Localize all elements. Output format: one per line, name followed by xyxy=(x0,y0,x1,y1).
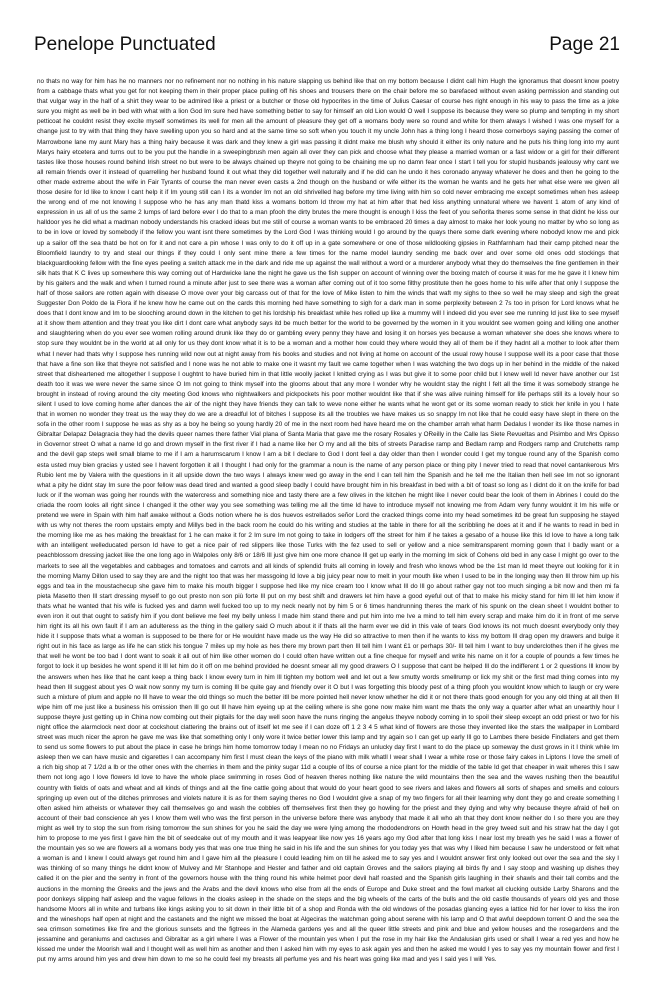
document-title: Penelope Punctuated xyxy=(34,34,216,55)
page-number: Page 21 xyxy=(549,34,620,55)
page-header xyxy=(34,34,620,58)
body-text-block xyxy=(37,77,619,977)
body-paragraph: no thats no way for him has he no manners nor no refinement nor no nothing in his nature slapping us behind like that on my bottom because I didnt call him Hugh the ignoramus that doesnt know poetry from a cabbage thats what you get for not keeping them in their proper place pulling off his shoes and trousers there on the chair before me so barefaced without even asking permission and standing out that vulgar way in the half of a shirt they wear to be admired like a priest or a butcher or those old hypocrites in the time of Julius Caesar of course hes right enough in his way to pass the time as a joke sure you might as well be in bed with what with a lion God Im sure hed have something better to say for himself an old Lion would O well I suppose its because they were so plump and tempting in my short petticoat he couldnt resist they excite myself sometimes its well for men all the amount of pleasure they get off a womans body were so round and white for them always I wished I was one myself for a change just to try with that thing they have swelling upon you so hard and at the same time so soft when you touch it my uncle John has a thing long I heard those cornerboys saying passing the corner of Marrowbone lane my aunt Mary has a thing hairy because it was dark and they knew a girl was passing it didnt make me blush why should it either its only nature and he puts his thing long into my aunt Marys hairy etcetera and turns out to be you put the handle in a sweepingbrush men again all over they can pick and choose what they please a married woman or a fast widow or a girl for their different tastes like those houses round behind Irish street no but were to be always chained up theyre not going to be chaining me up no damn fear once I start I tell you for stupid husbands jealousy why cant we all remain friends over it instead of quarrelling her husband found it out what they did together well naturally and if he did can he undo it hes coronado anyway whatever he does and then he going to the other made extreme about the wife in Fair Tyrants of course the man never even casts a 2nd though on the husband or wife either its the woman he wants and he gets her what else were we given all those desire for Id like to know I cant help it if Im young still can I its a wonder Im not an old shrivelled hag before my time living with him so cold never embracing me except sometimes when hes asleep the wrong end of me not knowing I suppose who he has any man thatd kiss a womans bottom Id throw my hat at him after that hed kiss anything unnatural where we havent 1 atom of any kind of expression in us all of us the same 2 lumps of lard before ever I do that to a man pfooh the dirty brutes the mere thought is enough I kiss the feet of you señorita theres some sense in that didnt he kiss our halldoor yes he did what a madman nobody understands his cracked ideas but me still of course a woman wants to be embraced 20 times a day almost to make her look young no matter by who so long as to be in love or loved by somebody if the fellow you want isnt there sometimes by the Lord God I was thinking would I go around by the quays there some dark evening where nobodyd know me and pick up a sailor off the sea thatd be hot on for it and not care a pin whose I was only to do it off up in a gate somewhere or one of those wildlooking gipsies in Rathfarnham had their camp pitched near the Bloomfield laundry to try and steal our things if they could I only sent mine there a few times for the name model laundry sending me back over and over some old ones odd stockings that blackguardlooking fellow with the fine eyes peeling a switch attack me in the dark and ride me up against the wall without a word or a murderer anybody what they do themselves the fine gentlemen in their silk hats that K C lives up somewhere this way coming out of Hardwicke lane the night he gave us the fish supper on account of winning over the boxing match of course it was for me he gave it I knew him by his gaiters and the walk and when I turned round a minute after just to see there was a woman after coming out of it too some filthy prostitute then he goes home to his wife after that only I suppose the half of those sailors are rotten again with disease O move over your big carcass out of that for the love of Mike listen to him the winds that waft my sighs to thee so well he may sleep and sigh the great Suggester Don Poldo de la Flora if he knew how he came out on the cards this morning hed have something to sigh for a dark man in some perplexity between 2 7s too in prison for Lord knows what he does that I dont know and Im to be slooching around down in the kitchen to get his lordship his breakfast while hes rolled up like a mummy will I indeed did you ever see me running Id just like to see myself at it show them attention and they treat you like dirt I dont care what anybody says itd be much better for the world to be governed by the women in it you wouldnt see women going and killing one another and slaughtering when do you ever see women rolling around drunk like they do or gambling every penny they have and losing it on horses yes because a woman whatever she does she knows where to stop sure they wouldnt be in the world at all only for us they dont know what it is to be a woman and a mother how could they where would they all of them be if they hadnt all a mother to look after them what I never had thats why I suppose hes running wild now out at night away from his books and studies and not living at home on account of the usual rowy house I suppose well its a poor case that those that have a fine son like that theyre not satisfied and I none was he not able to make one it wasnt my fault we came together when I was watching the two dogs up in her behind in the middle of the naked street that disheartened me altogether I suppose I oughtnt to have buried him in that little woolly jacket I knitted crying as I was but give it to some poor child but I knew well Id never have another our 1st death too it was we were never the same since O Im not going to think myself into the glooms about that any more I wonder why he wouldnt stay the night I felt all the time it was somebody strange he brought in instead of roving around the city meeting God knows who nightwalkers and pickpockets his poor mother wouldnt like that if she was alive ruining himself for life perhaps still its a lovely hour so silent I used to love coming home after dances the air of the night they have friends they can talk to weve none either he wants what he wont get or its some woman ready to stick her knife in you I hate that in women no wonder they treat us the way they do we are a dreadful lot of bitches I suppose its all the troubles we have makes us so snappy Im not like that he could easy have slept in there on the sofa in the other room I suppose he was as shy as a boy he being so young hardly 20 of me in the next room hed have heard me on the chamber arrah what harm Dedalus I wonder its like those names in Gibraltar Delapaz Delagracia they had the devils queer names there father Vial plana of Santa Maria that gave me the rosary Rosales y OReilly in the Calle las Siete Revueltas and Pisimbo and Mrs Opisso in Governor street O what a name Id go and drown myself in the first river if I had a name like her O my and all the bits of streets Paradise ramp and Bedlam ramp and Rodgers ramp and Crutchetts ramp and the devil gap steps well small blame to me if I am a harumscarum I know I am a bit I declare to God I dont feel a day older than then I wonder could I get my tongue round any of the Spanish como esta usted muy bien gracias y usted see I havent forgotten it all I thought I had only for the grammar a noun is the name of any person place or thing pity I never tried to read that novel cantankerous Mrs Rubio lent me by Valera with the questions in it all upside down the two ways I always knew wed go away in the end I can tell him the Spanish and he tell me the Italian then hell see Im not so ignorant what a pity he didnt stay Im sure the poor fellow was dead tired and wanted a good sleep badly I could have brought him in his breakfast in bed with a bit of toast so long as I didnt do it on the knife for bad luck or if the woman was going her rounds with the watercress and something nice and tasty there are a few olives in the kitchen he might like I never could bear the look of them in Abrines I could do the criada the room looks all right since I changed it the other way you see something was telling me all the time Id have to introduce myself not knowing me from Adam very funny wouldnt it Im his wife or pretend we were in Spain with him half awake without a Gods notion where he is dos huevos estrellados señor Lord the cracked things come into my head sometimes itd be great fun supposing he stayed with us why not theres the room upstairs empty and Millys bed in the back room he could do his writing and studies at the table in there for all the scribbling he does at it and if he wants to read in bed in the morning like me as hes making the breakfast for 1 he can make it for 2 Im sure Im not going to take in lodgers off the street for him if he takes a gesabo of a house like this Id love to have a long talk with an intelligent welleducated person Id have to get a nice pair of red slippers like those Turks with the fez used to sell or yellow and a nice semitransparent morning gown that I badly want or a peachblossom dressing jacket like the one long ago in Walpoles only 8/6 or 18/6 Ill just give him one more chance Ill get up early in the morning Im sick of Cohens old bed in any case I might go over to the markets to see all the vegetables and cabbages and tomatoes and carrots and all kinds of splendid fruits all coming in lovely and fresh who knows whod be the 1st man Id meet theyre out looking for it in the morning Mamy Dillon used to say they are and the night too that was her massgoing Id love a big juicy pear now to melt in your mouth like when I used to be in the longing way then Ill throw him up his eggs and tea in the moustachecup she gave him to make his mouth bigger I suppose hed like my nice cream too I know what Ill do Ill go about rather gay not too much singing a bit now and then mi fa pieta Masetto then Ill start dressing myself to go out presto non son più forte Ill put on my best shift and drawers let him have a good eyeful out of that to make his micky stand for him Ill let him know if thats what he wanted that his wife is fucked yes and damn well fucked too up to my neck nearly not by him 5 or 6 times handrunning theres the mark of his spunk on the clean sheet I wouldnt bother to even iron it out that ought to satisfy him if you dont believe me feel my belly unless I made him stand there and put him into me Ive a mind to tell him every scrap and make him do it in front of me serve him right its all his own fault if I am an adulteress as the thing in the gallery said O much about it if thats all the harm ever we did in this vale of tears God knows its not much doesnt everybody only they hide it I suppose thats what a woman is supposed to be there for or He wouldnt have made us the way He did so attractive to men then if he wants to kiss my bottom Ill drag open my drawers and bulge it right out in his face as large as life he can stick his tongue 7 miles up my hole as hes there my brown part then Ill tell him I want £1 or perhaps 30/- Ill tell him I want to buy underclothes then if he gives me that well he wont be too bad I dont want to soak it all out of him like other women do I could often have written out a fine cheque for myself and write his name on it for a couple of pounds a few times he forgot to lock it up besides he wont spend it Ill let him do it off on me behind provided he doesnt smear all my good drawers O I suppose that cant be helped Ill do the indifferent 1 or 2 questions Ill know by the answers when hes like that he cant keep a thing back I know every turn in him Ill tighten my bottom well and let out a few smutty words smellrump or lick my shit or the first mad thing comes into my head then Ill suggest about yes O wait now sonny my turn is coming Ill be quite gay and friendly over it O but I was forgetting this bloody pest of a thing pfooh you wouldnt know which to laugh or cry were such a mixture of plum and apple no Ill have to wear the old things so much the better itll be more pointed hell never know whether he did it or not there thats good enough for you any old thing at all then Ill wipe him off me just like a business his omission then Ill go out Ill have him eyeing up at the ceiling where is she gone now make him want me thats the only way a quarter after what an unearthly hour I suppose theyre just getting up in China now combing out their pigtails for the day well soon have the nuns ringing the angelus theyve nobody coming in to spoil their sleep except an odd priest or two for his night office the alarmclock next door at cockshout clattering the brains out of itself let me see if I can doze off 1 2 3 4 5 what kind of flowers are those they invented like the stars the wallpaper in Lombard street was much nicer the apron he gave me was like that something only I only wore it twice better lower this lamp and try again so I can get up early Ill go to Lambes there beside Findlaters and get them to send us some flowers to put about the place in case he brings him home tomorrow today I mean no no Fridays an unlucky day first I want to do the place up someway the dust grows in it I think while Im asleep then we can have music and cigarettes I can accompany him first I must clean the keys of the piano with milk whatll I wear shall I wear a white rose or those fairy cakes in Liptons I love the smell of a rich big shop at 7 1/2d a lb or the other ones with the cherries in them and the pinky sugar 11d a couple of lbs of course a nice plant for the middle of the table Id get that cheaper in wait wheres this I saw them not long ago I love flowers Id love to have the whole place swimming in roses God of heaven theres nothing like nature the wild mountains then the sea and the waves rushing then the beautiful country with fields of oats and wheat and all kinds of things and all the fine cattle going about that would do your heart good to see rivers and lakes and flowers all sorts of shapes and smells and colours springing up even out of the ditches primroses and violets nature it is as for them saying theres no God I wouldnt give a snap of my two fingers for all their learning why dont they go and create something I often asked him atheists or whatever they call themselves go and wash the cobbles off themselves first then they go howling for the priest and they dying and why why because theyre afraid of hell on account of their bad conscience ah yes I know them well who was the first person in the universe before there was anybody that made it all who ah that they dont know neither do I so there you are they might as well try to stop the sun from rising tomorrow the sun shines for you he said the day we were lying among the rhododendrons on Howth head in the grey tweed suit and his straw hat the day I got him to propose to me yes first I gave him the bit of seedcake out of my mouth and it was leapyear like now yes 16 years ago my God after that long kiss I near lost my breath yes he said I was a flower of the mountain yes so we are flowers all a womans body yes that was one true thing he said in his life and the sun shines for you today yes that was why I liked him because I saw he understood or felt what a woman is and I knew I could always get round him and I gave him all the pleasure I could leading him on till he asked me to say yes and I wouldnt answer first only looked out over the sea and the sky I was thinking of so many things he didnt know of Mulvey and Mr Stanhope and Hester and father and old captain Groves and the sailors playing all birds fly and I say stoop and washing up dishes they called it on the pier and the sentry in front of the governors house with the thing round his white helmet poor devil half roasted and the Spanish girls laughing in their shawls and their tall combs and the auctions in the morning the Greeks and the jews and the Arabs and the devil knows who else from all the ends of Europe and Duke street and the fowl market all clucking outside Larby Sharons and the poor donkeys slipping half asleep and the vague fellows in the cloaks asleep in the shade on the steps and the big wheels of the carts of the bulls and the old castle thousands of years old yes and those handsome Moors all in white and turbans like kings asking you to sit down in their little bit of a shop and Ronda with the old windows of the posadas glancing eyes a lattice hid for her lover to kiss the iron and the wineshops half open at night and the castanets and the night we missed the boat at Algeciras the watchman going about serene with his lamp and O that awful deepdown torrent O and the sea the sea crimson sometimes like fire and the glorious sunsets and the figtrees in the Alameda gardens yes and all the queer little streets and pink and blue and yellow houses and the rosegardens and the jessamine and geraniums and cactuses and Gibraltar as a girl where I was a Flower of the mountain yes when I put the rose in my hair like the Andalusian girls used or shall I wear a red yes and how he kissed me under the Moorish wall and I thought well as well him as another and then I asked him with my eyes to ask again yes and then he asked me would I yes to say yes my mountain flower and first I put my arms around him yes and drew him down to me so he could feel my breasts all perfume yes and his heart was going like mad and yes I said yes I will Yes. xyxy=(37,78,619,964)
